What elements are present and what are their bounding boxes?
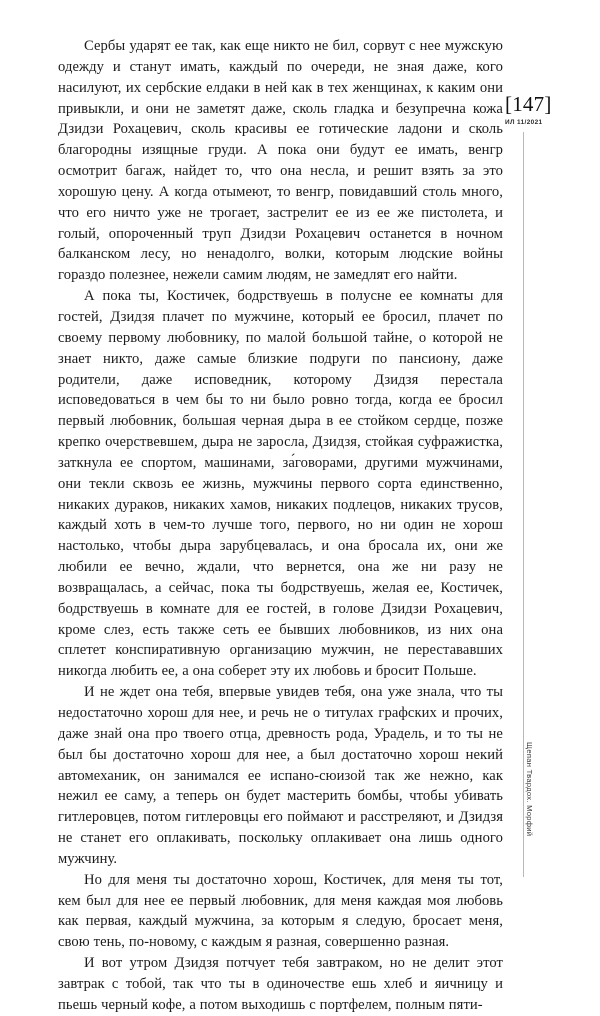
page-number: [147] [505, 92, 552, 116]
paragraph: Но для меня ты достаточно хорош, Костичек, для меня ты тот, кем был для нее ее первый любовник, для меня каждая моя любовь как первая, каждый мужчина, за которым я следую, бросает меня, свою тень, по-новому, с каждым я разная, совершенно разная. [58, 871, 503, 951]
margin-divider-rule [523, 132, 524, 877]
paragraph: И не ждет она тебя, впервые увидев тебя, она уже знала, что ты недостаточно хорош для нее, и речь не о титулах графских и прочих, даже знай она про твоего отца, древность рода, Урадель, и то ты не был бы достаточно хорош для нее, а был достаточно хорош некий автомеханик, он занимался ее испано-сюизой так же нежно, как нежил ее саму, а теперь он будет мастерить бомбы, чтобы убивать гитлеровцев, потом гитлеровцы его поймают и расстреляют, и Дзидзя не станет его оплакивать, поскольку оплакивает она лишь одного мужчину. [58, 684, 503, 867]
issue-label: ИЛ 11/2021 [505, 119, 543, 126]
body-text-column [58, 36, 503, 1016]
paragraph: А пока ты, Костичек, бодрствуешь в полусне ее комнаты для гостей, Дзидзя плачет по мужчине, который ее бросил, плачет по своему первому любовнику, по малой большой тайне, о которой не знает никто, даже самые близкие подруги по пансиону, даже родители, даже исповедник, которому Дзидзя перестала исповедоваться в чем бы то ни было ровно тогда, когда ее бросил первый любовник, большая черная дыра в ее стойком сердце, позже крепко очерствевшем, дыра не заросла, Дзидзя, стойкая суфражистка, заткнула ее спортом, машинами, за́говорами, другими мужчинами, они текли сквозь ее жизнь, мужчины первого сорта единственно, никаких дураков, никаких хамов, никаких подлецов, никаких трусов, каждый хоть в чем-то лучше того, первого, но ни один не хорош настолько, чтобы дыра зарубцевалась, и она бросала их, они же любили ее вечно, ждали, что вернется, она же ни разу не возвращалась, а сейчас, пока ты бодрствуешь, желая ее, Костичек, бодрствуешь в комнате для ее гостей, в голове Дзидзи Рохацевич, кроме слез, есть также сеть ее бывших любовников, из них она сплетет конспиративную организацию мужчин, не перестававших никогда любить ее, а она соберет эту их любовь и бросит Польше. [58, 288, 503, 680]
running-head: Щепан Твардох. Морфий [525, 742, 534, 837]
folio-block [505, 92, 591, 127]
paragraph: И вот утром Дзидзя потчует тебя завтраком, но не делит этот завтрак с тобой, так что ты в одиночестве ешь хлеб и яичницу и пьешь черный кофе, а потом выходишь с портфелем, полным пяти- [58, 955, 503, 1013]
paragraph: Сербы ударят ее так, как еще никто не бил, сорвут с нее мужскую одежду и станут имать, каждый по очереди, не зная даже, кого насилуют, их сербские елдаки в ней как в тех женщинах, к каким они привыкли, и они не заметят даже, сколь гладка и безупречна кожа Дзидзи Рохацевич, сколь красивы ее готические ладони и сколь благородны изящные груди. А пока они будут ее имать, венгр осмотрит багаж, найдет то, что она несла, и решит взять за это хорошую цену. А когда отымеют, то венгр, повидавший столь много, что его ничто уже не трогает, застрелит ее из ее же пистолета, и голый, опороченный труп Дзидзи Рохацевич останется в ночном балканском лесу, но ненадолго, волки, которым людские войны гораздо полезнее, нежели самим людям, не замедлят его найти. [58, 38, 503, 284]
